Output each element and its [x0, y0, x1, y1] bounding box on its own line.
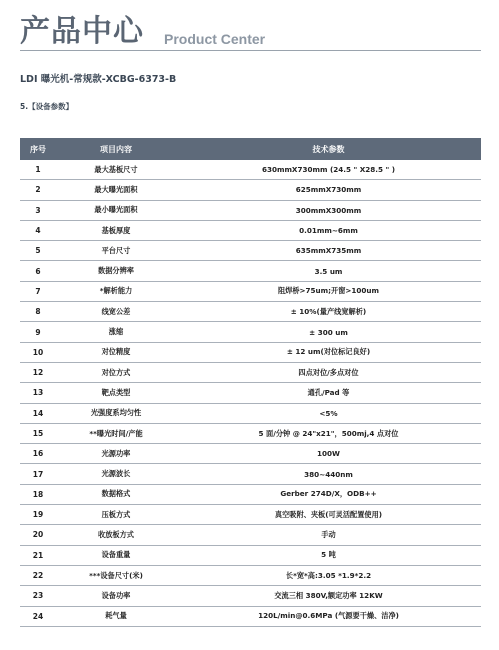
column-header-item: 项目内容	[56, 138, 176, 160]
row-spec: 5 面/分钟 @ 24"x21"，500mj,4 点对位	[176, 423, 481, 443]
row-index: 23	[20, 586, 56, 606]
row-index: 3	[20, 200, 56, 220]
row-spec: ± 300 um	[176, 322, 481, 342]
row-spec: 通孔/Pad 等	[176, 383, 481, 403]
table-body	[20, 160, 481, 626]
table-row	[20, 606, 481, 626]
row-spec: 3.5 um	[176, 261, 481, 281]
spec-table	[20, 138, 481, 627]
row-item: 设备重量	[56, 545, 176, 565]
row-index: 9	[20, 322, 56, 342]
row-spec: <5%	[176, 403, 481, 423]
page-title-english: Product Center	[164, 31, 266, 47]
page-title: 产品中心	[20, 14, 144, 49]
row-item: 涨缩	[56, 322, 176, 342]
row-index: 2	[20, 180, 56, 200]
row-spec: 阻焊桥>75um;开窗>100um	[176, 281, 481, 301]
row-spec: 625mmX730mm	[176, 180, 481, 200]
row-spec: 长*宽*高:3.05 *1.9*2.2	[176, 565, 481, 585]
table-row	[20, 565, 481, 585]
table-row	[20, 423, 481, 443]
row-spec: 交流三相 380V,额定功率 12KW	[176, 586, 481, 606]
table-row	[20, 241, 481, 261]
row-index: 1	[20, 160, 56, 180]
row-index: 17	[20, 464, 56, 484]
row-item: 靶点类型	[56, 383, 176, 403]
row-index: 14	[20, 403, 56, 423]
row-spec: 手动	[176, 525, 481, 545]
row-spec: 四点对位/多点对位	[176, 362, 481, 382]
table-row	[20, 403, 481, 423]
row-spec: Gerber 274D/X，ODB++	[176, 484, 481, 504]
table-row	[20, 586, 481, 606]
row-spec: 真空吸附、夹板(可灵活配置使用)	[176, 505, 481, 525]
table-row	[20, 261, 481, 281]
row-index: 10	[20, 342, 56, 362]
row-index: 18	[20, 484, 56, 504]
row-item: 耗气量	[56, 606, 176, 626]
table-row	[20, 200, 481, 220]
row-spec: 380~440nm	[176, 464, 481, 484]
row-item: 压板方式	[56, 505, 176, 525]
row-index: 15	[20, 423, 56, 443]
row-spec: 100W	[176, 444, 481, 464]
row-item: 光源波长	[56, 464, 176, 484]
row-spec: 635mmX735mm	[176, 241, 481, 261]
table-row	[20, 444, 481, 464]
row-item: 光强度系均匀性	[56, 403, 176, 423]
row-index: 16	[20, 444, 56, 464]
table-row	[20, 281, 481, 301]
row-index: 22	[20, 565, 56, 585]
row-item: 光源功率	[56, 444, 176, 464]
row-index: 4	[20, 220, 56, 240]
row-index: 13	[20, 383, 56, 403]
row-item: 最小曝光面积	[56, 200, 176, 220]
row-index: 8	[20, 302, 56, 322]
row-spec: ± 12 um(对位标记良好)	[176, 342, 481, 362]
row-item: 最大曝光面积	[56, 180, 176, 200]
product-subtitle: LDI 曝光机-常规款-XCBG-6373-B	[20, 74, 177, 85]
table-row	[20, 545, 481, 565]
row-item: 对位方式	[56, 362, 176, 382]
table-row	[20, 302, 481, 322]
table-row	[20, 505, 481, 525]
table-row	[20, 383, 481, 403]
row-spec: ± 10%(量产线宽解析)	[176, 302, 481, 322]
table-row	[20, 464, 481, 484]
table-row	[20, 180, 481, 200]
row-spec: 5 吨	[176, 545, 481, 565]
section-title: 5.【设备参数】	[20, 102, 74, 111]
table-row	[20, 160, 481, 180]
row-item: ***设备尺寸(米)	[56, 565, 176, 585]
table-row	[20, 220, 481, 240]
row-index: 5	[20, 241, 56, 261]
row-item: *解析能力	[56, 281, 176, 301]
row-item: 线宽公差	[56, 302, 176, 322]
table-row	[20, 322, 481, 342]
row-index: 7	[20, 281, 56, 301]
row-index: 12	[20, 362, 56, 382]
table-row	[20, 484, 481, 504]
row-item: 基板厚度	[56, 220, 176, 240]
table-row	[20, 342, 481, 362]
row-item: 设备功率	[56, 586, 176, 606]
row-index: 6	[20, 261, 56, 281]
row-item: 对位精度	[56, 342, 176, 362]
column-header-index: 序号	[20, 138, 56, 160]
table-row	[20, 362, 481, 382]
row-index: 19	[20, 505, 56, 525]
row-spec: 630mmX730mm (24.5 " X28.5 " )	[176, 160, 481, 180]
row-item: 数据格式	[56, 484, 176, 504]
column-header-spec: 技术参数	[176, 138, 481, 160]
row-index: 20	[20, 525, 56, 545]
row-spec: 120L/min@0.6MPa (气源要干燥、洁净)	[176, 606, 481, 626]
row-index: 21	[20, 545, 56, 565]
header-divider	[20, 50, 481, 51]
table-row	[20, 525, 481, 545]
row-item: **曝光时间/产能	[56, 423, 176, 443]
row-item: 最大基板尺寸	[56, 160, 176, 180]
row-spec: 0.01mm~6mm	[176, 220, 481, 240]
row-spec: 300mmX300mm	[176, 200, 481, 220]
table-header-row	[20, 138, 481, 160]
page-header	[20, 14, 480, 50]
row-item: 平台尺寸	[56, 241, 176, 261]
row-item: 数据分辨率	[56, 261, 176, 281]
row-item: 收放板方式	[56, 525, 176, 545]
row-index: 24	[20, 606, 56, 626]
